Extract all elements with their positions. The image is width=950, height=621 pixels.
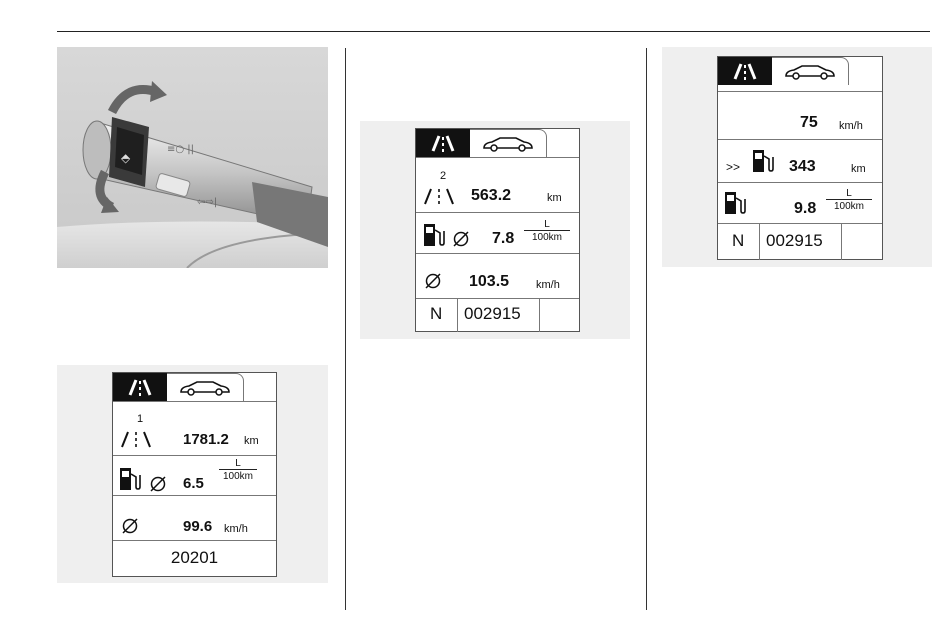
trip-tab xyxy=(416,129,470,157)
avg-consumption-unit: $\frac{L}{100km}$ xyxy=(219,458,257,482)
range-value: 343 xyxy=(789,158,816,175)
trip-computer-display-1 xyxy=(112,372,277,577)
car-icon xyxy=(167,374,243,402)
avg-speed-value: 99.6 xyxy=(183,518,213,535)
svg-text:⬘: ⬘ xyxy=(121,151,131,165)
car-icon xyxy=(470,130,546,158)
average-symbol-icon xyxy=(149,475,167,493)
avg-speed-unit: km/h xyxy=(224,523,248,535)
vehicle-tab xyxy=(772,57,849,85)
consumption-unit: $\frac{L}{100km}$ xyxy=(826,188,872,212)
trip-distance-unit: km xyxy=(547,192,562,204)
column-divider-2 xyxy=(646,48,647,610)
fuel-pump-icon xyxy=(423,222,445,248)
consumption-value: 9.8 xyxy=(794,200,817,217)
odometer-value: 002915 xyxy=(766,231,823,250)
trip-distance-value: 1781.2 xyxy=(183,431,229,448)
range-prefix: >> xyxy=(726,160,741,174)
fuel-pump-icon xyxy=(724,190,746,216)
fuel-pump-icon xyxy=(119,466,141,492)
average-symbol-icon xyxy=(452,230,470,248)
speed-value: 75 xyxy=(800,114,818,131)
odometer-value: 002915 xyxy=(464,304,521,323)
speed-unit: km/h xyxy=(839,120,863,132)
avg-consumption-value: 6.5 xyxy=(183,475,204,492)
svg-text:⇦⇨|: ⇦⇨| xyxy=(197,197,218,208)
header-rule xyxy=(57,31,930,32)
average-symbol-icon xyxy=(424,272,442,290)
trip-number: 2 xyxy=(440,170,447,182)
trip-road-icon xyxy=(113,373,167,401)
trip-road-icon xyxy=(422,182,462,206)
avg-consumption-value: 7.8 xyxy=(492,230,515,247)
trip-tab xyxy=(113,373,167,401)
avg-speed-value: 103.5 xyxy=(469,273,510,290)
wiper-stalk-illustration xyxy=(57,47,328,268)
trip-computer-display-2 xyxy=(415,128,580,332)
car-icon xyxy=(772,58,848,86)
range-unit: km xyxy=(851,163,866,175)
trip-road-icon xyxy=(119,425,159,449)
svg-text:≡○ ||: ≡○ || xyxy=(167,144,195,155)
vehicle-tab xyxy=(167,373,244,401)
trip-distance-value: 563.2 xyxy=(471,187,512,204)
fuel-pump-icon xyxy=(752,148,774,174)
trip-distance-unit: km xyxy=(244,435,259,447)
trip-road-icon xyxy=(416,129,470,157)
gear-indicator: N xyxy=(430,304,443,323)
trip-number: 1 xyxy=(137,413,144,425)
trip-road-icon xyxy=(718,57,772,85)
gear-indicator: N xyxy=(732,231,745,250)
odometer-value: 20201 xyxy=(170,548,219,567)
vehicle-tab xyxy=(470,129,547,157)
avg-speed-unit: km/h xyxy=(536,279,560,291)
trip-tab xyxy=(718,57,772,85)
column-divider-1 xyxy=(345,48,346,610)
avg-consumption-unit: $\frac{L}{100km}$ xyxy=(524,219,570,243)
average-symbol-icon xyxy=(121,517,139,535)
trip-computer-display-3 xyxy=(717,56,883,260)
